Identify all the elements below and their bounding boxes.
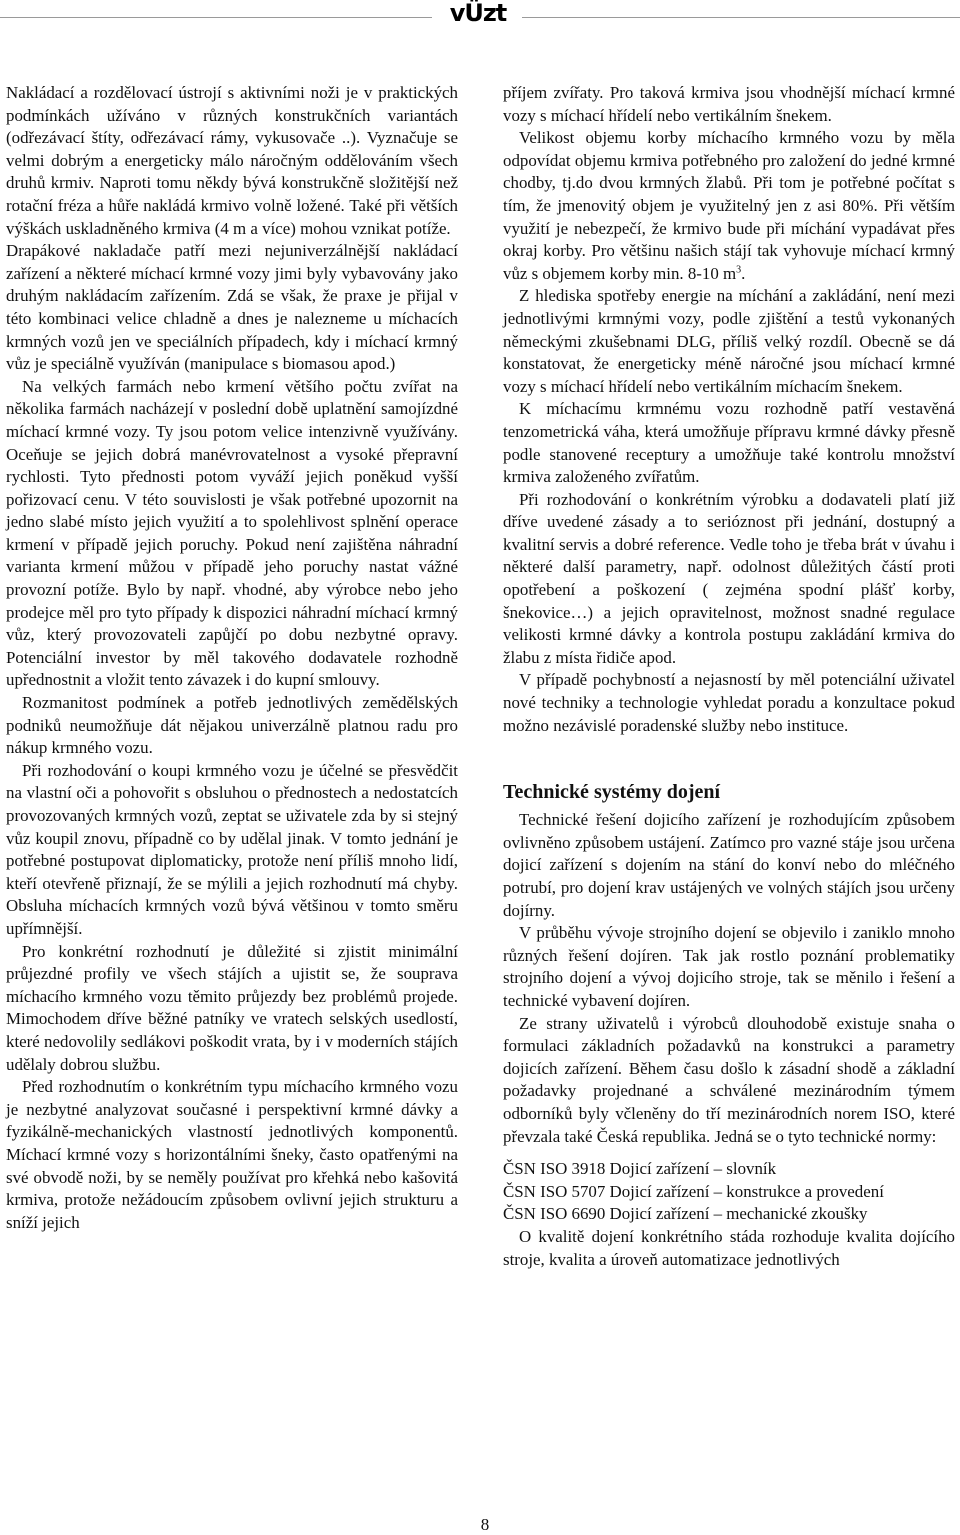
paragraph: Rozmanitost podmínek a potřeb jednotlivých zemědělských podniků neumožňuje dát nějakou univerzálně platnou radu pro nákup krmného vozu.	[6, 693, 458, 758]
header-rule-right	[522, 17, 960, 18]
superscript: 3	[736, 264, 742, 276]
paragraph: Ze strany uživatelů i výrobců dlouhodobě existuje snaha o formulaci základních požadavků na konstrukci a parametry dojicích zařízení. Během času došlo k zásadní shodě a základní požadavky projednané a schválené mezinárodním týmem odborníků byly včleněny do tří mezinárodních norem ISO, které převzala také Česká republika. Jedná se o tyto technické normy:	[503, 1013, 955, 1146]
norm-item: ČSN ISO 3918 Dojicí zařízení – slovník	[503, 1159, 777, 1179]
left-column	[6, 82, 458, 1234]
paragraph: Z hlediska spotřeby energie na míchání a zakládání, není mezi jednotlivými krmnými vozy, podle zjištění a testů vykonaných německými zkušebnami DLG, příliš velký rozdíl. Obecně se dá konstatovat, že energeticky méně náročné jsou míchací krmné vozy s míchací hřídelí nebo vertikálním míchacím šnekem.	[503, 286, 955, 396]
norm-item: ČSN ISO 6690 Dojicí zařízení – mechanické zkoušky	[503, 1204, 868, 1224]
paragraph: V průběhu vývoje strojního dojení se objevilo i zaniklo mnoho různých řešení dojíren. Tak jak rostlo poznání problematiky strojního dojení a vývoj dojicího stroje, tak se měnilo i řešení a technické vybavení dojíren.	[503, 923, 955, 1010]
paragraph: Při rozhodování o koupi krmného vozu je účelné se přesvědčit na vlastní oči a pohovořit s obsluhou o přednostech a nedostatcích provozovaných krmných vozů, zeptat se uživatele zda by si stejný vůz koupil znovu, případně co by udělal jinak. V tomto jednání je potřebné postupovat diplomaticky, protože není příliš mnoho lidí, kteří otevřeně přiznají, že se mýlili a jejich rozhodnutí má chyby. Obsluha míchacích krmných vozů bývá většinou v tomto směru upřímnější.	[6, 760, 458, 938]
publisher-logo: vÜzt	[449, 0, 507, 27]
paragraph: Technické řešení dojicího zařízení je rozhodujícím způsobem ovlivněno způsobem ustájení. Zatímco pro vazné stáje jsou určena dojicí zařízení s dojením na stání do konví nebo do mléčného potrubí, pro dojení krav ustájených ve volných stájích jsou určeny dojírny.	[503, 810, 955, 920]
paragraph-text: Velikost objemu korby míchacího krmného vozu by měla odpovídat objemu krmiva potřebného pro založení do jedné krmné chodby, tj.do dvou krmných žlabů. Při tom je potřebné počítat s tím, že jmenovitý objem je využitelný jen z asi 80%. Při větším využití je nebezpečí, že krmivo bude při míchání vypadávat přes okraj korby. Pro většinu našich stájí tak vyhovuje míchací krmný vůz s objemem korby min. 8-10 m	[503, 128, 955, 283]
paragraph-with-superscript	[503, 127, 955, 285]
paragraph: Pro konkrétní rozhodnutí je důležité si zjistit minimální průjezdné profily ve všech stájích a ujistit se, že souprava míchacího krmného vozu těmito průjezdy bez problémů projede. Mimochodem dříve běžné patníky ve vratech selských usedlostí, které nedovolily sedlákovi poškodit vrata, by i v moderních stájích udělaly dobrou službu.	[6, 941, 458, 1074]
paragraph: Při rozhodování o konkrétním výrobku a dodavateli platí již dříve uvedené zásady a to serióznost při jednání, dostupný a kvalitní servis a dobré reference. Vedle toho je třeba brát v úvahu i některé další parametry, např. odolnost důležitých částí proti opotřebení a poškození ( zejména spodní plášť korby, šnekovice…) a jejich opravitelnost, možnost snadné regulace velikosti krmné dávky a kontrola postupu zakládání krmiva do žlabu z místa řidiče apod.	[503, 489, 955, 667]
paragraph: Drapákové nakladače patří mezi nejuniverzálnější nakládací zařízení a některé míchací krmné vozy jimi byly vybavovány jako druhým nakládacím zařízením. Zdá se však, že praxe je přijal v této kombinaci velice chladně a dnes je nalezneme u míchacích krmných vozů jen ve speciálních případech, kdy i míchací krmný vůz je speciálně využíván (manipulace s biomasou apod.)	[6, 241, 458, 374]
paragraph: Nakládací a rozdělovací ústrojí s aktivními noži je v praktických podmínkách užíváno v různých konstrukčních variantách (odřezávací štíty, odřezávací rámy, vykusovače ..). Vyznačuje se velmi dobrým a energeticky málo náročným oddělováním všech druhů krmiv. Naproti tomu někdy bývá konstrukčně složitější než rotační fréza a hůře nakládá krmivo volně ložené. Také při větších výškách uskladněného krmiva (4 m a více) mohou vznikat potíže.	[6, 83, 458, 238]
right-column	[503, 82, 955, 1271]
page-header	[0, 0, 960, 34]
section-heading: Technické systémy dojení	[503, 781, 721, 804]
page-number: 8	[480, 1515, 490, 1534]
paragraph: Před rozhodnutím o konkrétním typu míchacího krmného vozu je nezbytné analyzovat současné i perspektivní krmné dávky a fyzikálně-mechanických vlastností jednotlivých komponentů. Míchací krmné vozy s horizontálními šneky, často opatřenými na své obvodě noži, by se neměly používat pro křehká nebo kašovitá krmiva, protože nežádoucím způsobem ovlivní jejich strukturu a sníží jejich	[6, 1077, 458, 1232]
norms-list	[503, 1158, 955, 1226]
paragraph: O kvalitě dojení konkrétního stáda rozhoduje kvalita dojícího stroje, kvalita a úroveň automatizace jednotlivých	[503, 1226, 955, 1269]
paragraph: K míchacímu krmnému vozu rozhodně patří vestavěná tenzometrická váha, která umožňuje přípravu krmné dávky přesně podle stanovené receptury a umožňuje také kontrolu množství krmiva založeného zvířatům.	[503, 399, 955, 487]
paragraph: Na velkých farmách nebo krmení většího počtu zvířat na několika farmách nacházejí v poslední době uplatnění samojízdné míchací krmné vozy. Ty jsou potom velice intenzivně využívány. Oceňuje se jejich dobrá manévrovatelnost a vysoké přepravní rychlosti. Tyto přednosti potom vyváží jejich poněkud vyšší pořizovací cenu. V této souvislosti je však potřebné upozornit na jedno slabé místo jejich využití a to spolehlivost splnění operace krmení v případě jejich poruchy. Pokud není zajištěna náhradní varianta krmení můžou v případě jeho poruchy nastat vážné provozní potíže. Bylo by např. vhodné, aby výrobce nebo jeho prodejce měl pro tyto případy k dispozici náhradní míchací krmný vůz, který provozovateli zapůjčí po dobu nezbytné opravy. Potenciální investor by měl takového dodavatele rozhodně upřednostnit a vložit tento závazek i do kupní smlouvy.	[6, 376, 458, 690]
sentence-end: .	[741, 263, 746, 283]
paragraph: příjem zvířaty. Pro taková krmiva jsou vhodnější míchací krmné vozy s míchací hřídelí nebo vertikálním šnekem.	[503, 83, 955, 125]
paragraph: V případě pochybností a nejasností by měl potenciální uživatel nové techniky a technologie vyhledat poradu a konzultace pokud možno nezávislé poradenské služby nebo instituce.	[503, 670, 955, 735]
norm-item: ČSN ISO 5707 Dojicí zařízení – konstrukce a provedení	[503, 1181, 884, 1201]
header-rule-left	[0, 17, 432, 18]
